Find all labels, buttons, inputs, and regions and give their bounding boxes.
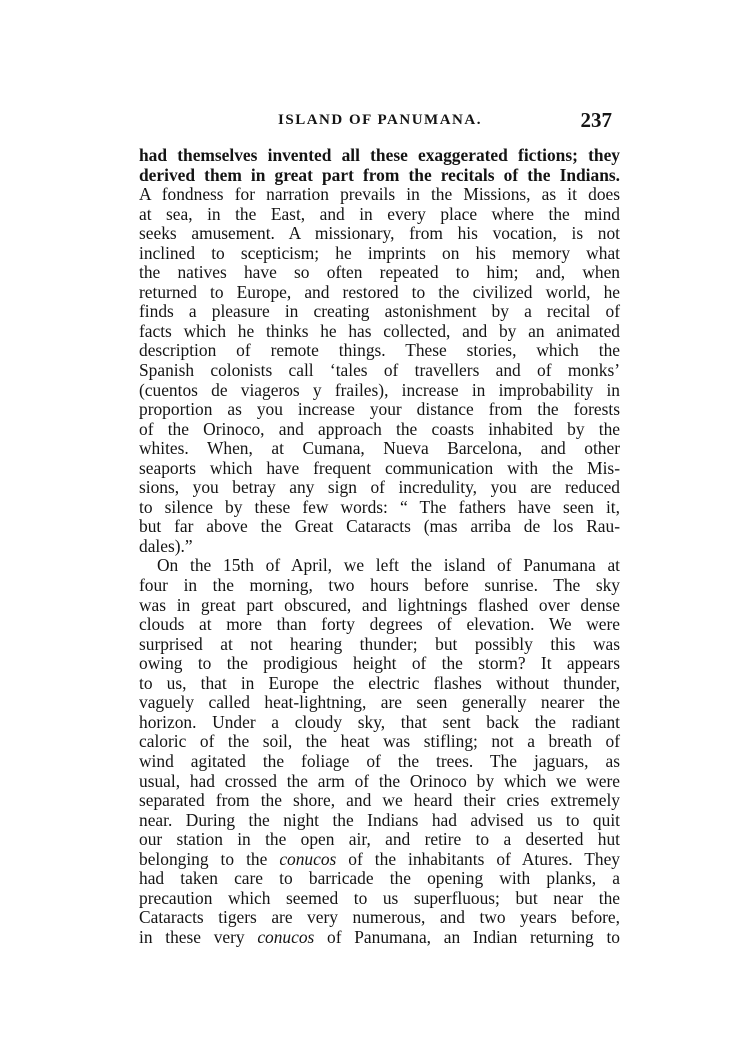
page-number: 237 xyxy=(580,108,612,132)
text-line: to us, that in Europe the electric flashes without thunder, xyxy=(139,672,620,693)
text-line: wind agitated the foliage of the trees. The jaguars, as xyxy=(139,750,620,771)
running-head xyxy=(140,108,620,138)
italic-term: conucos xyxy=(279,848,337,869)
text-line: clouds at more than forty degrees of elevation. We were xyxy=(139,614,620,635)
text-line: four in the morning, two hours before sunrise. The sky xyxy=(139,575,620,596)
text-line: caloric of the soil, the heat was stifling; not a breath of xyxy=(139,731,620,752)
text-line: On the 15th of April, we left the island of Panumana at xyxy=(157,555,620,576)
text-line: near. During the night the Indians had advised us to quit xyxy=(139,809,620,830)
text-line: proportion as you increase your distance from the forests xyxy=(139,399,620,420)
text-line: seaports which have frequent communication with the Mis- xyxy=(139,457,620,478)
italic-term: conucos xyxy=(257,926,315,947)
text-line: whites. When, at Cumana, Nueva Barcelona, and other xyxy=(139,438,620,459)
text-line: had themselves invented all these exaggerated fictions; they xyxy=(139,145,620,165)
text-line: Spanish colonists call ‘tales of travellers and of monks’ xyxy=(139,360,620,381)
text-line: precaution which seemed to us superfluous; but near the xyxy=(139,887,620,908)
text-line: surprised at not hearing thunder; but possibly this was xyxy=(139,633,620,654)
text-line: Cataracts tigers are very numerous, and two years before, xyxy=(139,907,620,928)
text-line: at sea, in the East, and in every place where the mind xyxy=(139,203,620,224)
text-line: separated from the shore, and we heard their cries extremely xyxy=(139,790,620,811)
text-line: derived them in great part from the recitals of the Indians. xyxy=(139,164,620,185)
text-line: inclined to scepticism; he imprints on his memory what xyxy=(139,242,620,263)
text-line: was in great part obscured, and lightnings flashed over dense xyxy=(139,594,620,615)
text-line: the natives have so often repeated to him; and, when xyxy=(139,262,620,283)
text-run: belonging to the xyxy=(139,848,280,869)
text-run: of Panumana, an Indian returning to xyxy=(314,926,620,947)
text-line: facts which he thinks he has collected, and by an animated xyxy=(139,320,620,341)
text-run: in these very xyxy=(139,926,258,947)
text-line: had taken care to barricade the opening with planks, a xyxy=(139,868,620,889)
text-line: sions, you betray any sign of incredulity, you are reduced xyxy=(139,477,620,498)
text-line: horizon. Under a cloudy sky, that sent back the radiant xyxy=(139,711,620,732)
text-run: of the inhabitants of Atures. They xyxy=(336,848,620,869)
text-line: (cuentos de viageros y frailes), increase in improbability in xyxy=(139,379,620,400)
running-title: ISLAND OF PANUMANA. xyxy=(278,112,482,128)
text-line: A fondness for narration prevails in the Missions, as it does xyxy=(139,184,620,205)
text-line: returned to Europe, and restored to the civilized world, he xyxy=(139,281,620,302)
text-line: our station in the open air, and retire to a deserted hut xyxy=(139,829,620,850)
text-line: but far above the Great Cataracts (mas arriba de los Rau- xyxy=(139,516,620,537)
body-text xyxy=(139,146,620,947)
text-line: vaguely called heat-lightning, are seen generally nearer the xyxy=(139,692,620,713)
text-line: to silence by these few words: “ The fathers have seen it, xyxy=(139,496,620,517)
text-line: description of remote things. These stories, which the xyxy=(139,340,620,361)
text-line: seeks amusement. A missionary, from his vocation, is not xyxy=(139,223,620,244)
text-line: owing to the prodigious height of the storm? It appears xyxy=(139,653,620,674)
text-line: finds a pleasure in creating astonishment by a recital of xyxy=(139,301,620,322)
text-line xyxy=(139,928,620,948)
text-line: dales).” xyxy=(139,535,193,556)
text-line: usual, had crossed the arm of the Orinoco by which we were xyxy=(139,770,620,791)
text-line xyxy=(139,850,620,870)
text-line: of the Orinoco, and approach the coasts inhabited by the xyxy=(139,418,620,439)
